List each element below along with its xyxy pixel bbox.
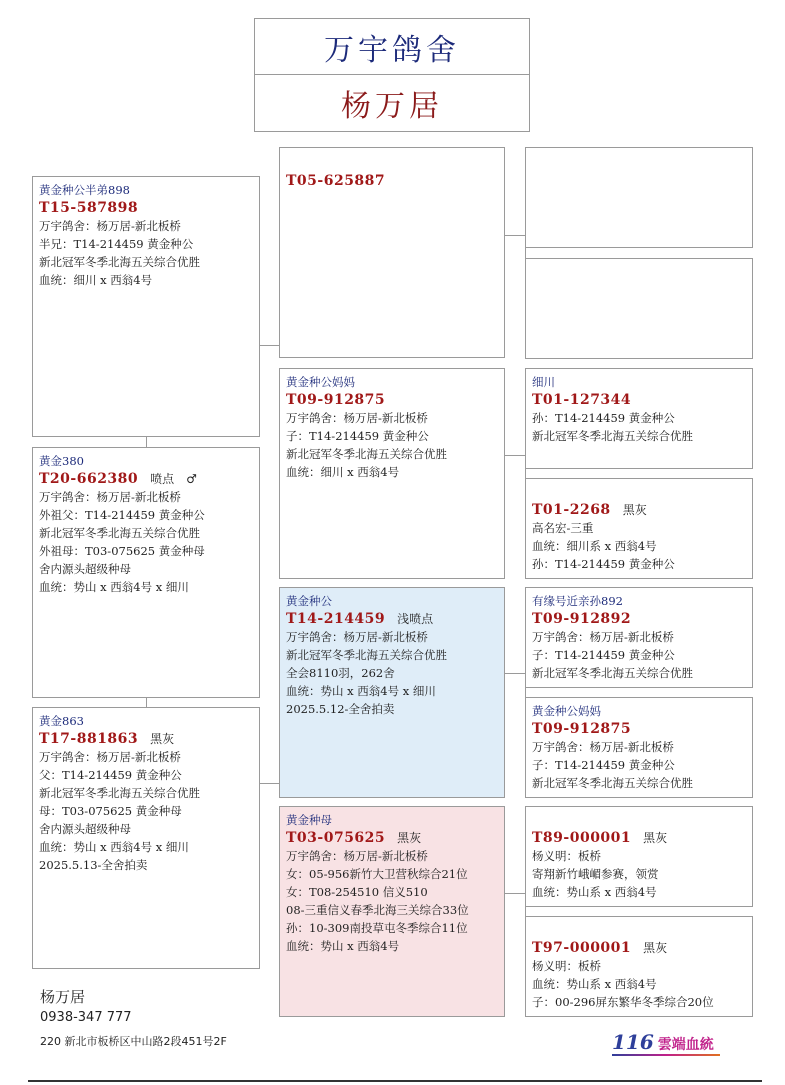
ring-number: T17-881863 xyxy=(39,731,139,747)
connector-line xyxy=(146,436,147,447)
connector-line xyxy=(504,893,525,894)
ring-number: T14-214459 xyxy=(286,611,386,627)
connector-line xyxy=(259,783,279,784)
logo-underline xyxy=(612,1054,720,1056)
color-tag: 黑灰 xyxy=(643,831,668,845)
card-line: 万宇鸽舍：杨万居-新北板桥 xyxy=(286,630,428,644)
card-label: 黄金种公妈妈 xyxy=(532,704,601,718)
sibling-card-380[interactable] xyxy=(32,447,260,698)
card-line: 半兄：T14-214459 黄金种公 xyxy=(39,237,194,251)
card-line: 子：T14-214459 黄金种公 xyxy=(286,429,429,443)
grandparent-card-127344[interactable] xyxy=(525,368,753,469)
card-line: 新北冠军冬季北海五关综合优胜 xyxy=(39,786,200,800)
card-line: 新北冠军冬季北海五关综合优胜 xyxy=(286,447,447,461)
color-tag: 黑灰 xyxy=(622,503,647,517)
footer-address: 220 新北市板桥区中山路2段451号2F xyxy=(40,1035,227,1048)
card-line: 全会8110羽，262舍 xyxy=(286,666,395,680)
card-line: 子：T14-214459 黄金种公 xyxy=(532,648,675,662)
card-line: 外祖母：T03-075625 黄金种母 xyxy=(39,544,205,558)
card-line: 新北冠军冬季北海五关综合优胜 xyxy=(39,526,200,540)
card-line: 高名宏-三重 xyxy=(532,521,594,535)
card-line: 血统：势山 x 西翁4号 x 细川 xyxy=(286,684,436,698)
ring-number: T20-662380 xyxy=(39,471,139,487)
card-line: 万宇鸽舍：杨万居-新北板桥 xyxy=(286,849,428,863)
card-line: 血统：细川 x 西翁4号 xyxy=(286,465,400,479)
connector-line xyxy=(504,673,525,674)
card-line: 万宇鸽舍：杨万居-新北板桥 xyxy=(39,219,181,233)
card-line: 杨义明：板桥 xyxy=(532,959,601,973)
card-line: 血统：势山 x 西翁4号 x 细川 xyxy=(39,580,189,594)
color-tag: 喷点 ♂ xyxy=(150,472,197,486)
ring-number: T89-000001 xyxy=(532,830,632,846)
card-line: 舍内源头超级种母 xyxy=(39,822,131,836)
card-label: 黄金种公 xyxy=(286,594,332,608)
card-line: 子：T14-214459 黄金种公 xyxy=(532,758,675,772)
card-label: 有缘号近亲孙892 xyxy=(532,594,623,608)
card-line: 母：T03-075625 黄金种母 xyxy=(39,804,182,818)
card-line: 万宇鸽舍：杨万居-新北板桥 xyxy=(532,630,674,644)
card-line: 万宇鸽舍：杨万居-新北板桥 xyxy=(39,750,181,764)
card-line: 孙：10-309南投草屯冬季综合11位 xyxy=(286,921,468,935)
grandparent-card-892[interactable] xyxy=(525,587,753,688)
card-line: 孙：T14-214459 黄金种公 xyxy=(532,411,675,425)
card-line: 血统：细川 x 西翁4号 xyxy=(39,273,153,287)
ring-number: T03-075625 xyxy=(286,830,386,846)
grandparent-card-t97[interactable] xyxy=(525,916,753,1017)
empty-card[interactable] xyxy=(525,147,753,248)
connector-line xyxy=(504,235,525,236)
card-label: 黄金380 xyxy=(39,454,84,468)
card-line: 女：T08-254510 信义510 xyxy=(286,885,428,899)
ring-number: T97-000001 xyxy=(532,940,632,956)
card-line: 新北冠军冬季北海五关综合优胜 xyxy=(286,648,447,662)
card-line: 血统：势山系 x 西翁4号 xyxy=(532,885,657,899)
brand-logo xyxy=(612,1030,714,1054)
empty-card[interactable] xyxy=(525,258,753,359)
card-line: 新北冠军冬季北海五关综合优胜 xyxy=(532,666,693,680)
subject-card[interactable] xyxy=(279,587,505,798)
ring-number: T01-127344 xyxy=(532,392,632,408)
card-line: 外祖父：T14-214459 黄金种公 xyxy=(39,508,205,522)
card-line: 血统：势山系 x 西翁4号 xyxy=(532,977,657,991)
ring-number: T09-912875 xyxy=(286,392,386,408)
owner-title: 杨万居 xyxy=(254,74,530,132)
card-line: 2025.5.13-全舍拍卖 xyxy=(39,858,148,872)
logo-number: 116 xyxy=(612,1030,654,1054)
card-label: 黄金种母 xyxy=(286,813,332,827)
connector-line xyxy=(146,697,147,707)
dam-card[interactable] xyxy=(279,806,505,1017)
card-line: 血统：势山 x 西翁4号 x 细川 xyxy=(39,840,189,854)
dam-top-card[interactable] xyxy=(279,368,505,579)
card-line: 父：T14-214459 黄金种公 xyxy=(39,768,182,782)
footer-phone: 0938-347 777 xyxy=(40,1010,132,1025)
card-label: 黄金种公半弟898 xyxy=(39,183,130,197)
connector-line xyxy=(504,455,525,456)
loft-title: 万宇鸽舍 xyxy=(254,18,530,75)
card-line: 万宇鸽舍：杨万居-新北板桥 xyxy=(286,411,428,425)
card-line: 孙：T14-214459 黄金种公 xyxy=(532,557,675,571)
color-tag: 浅喷点 xyxy=(397,612,434,626)
card-line: 舍内源头超级种母 xyxy=(39,562,131,576)
color-tag: 黑灰 xyxy=(397,831,422,845)
color-tag: 黑灰 xyxy=(643,941,668,955)
color-tag: 黑灰 xyxy=(150,732,175,746)
footer-name: 杨万居 xyxy=(40,988,86,1006)
card-label: 黄金863 xyxy=(39,714,84,728)
card-line: 万宇鸽舍：杨万居-新北板桥 xyxy=(39,490,181,504)
card-line: 女：05-956新竹大卫营秋综合21位 xyxy=(286,867,468,881)
card-line: 新北冠军冬季北海五关综合优胜 xyxy=(532,776,693,790)
card-line: 2025.5.12-全舍拍卖 xyxy=(286,702,395,716)
card-line: 血统：细川系 x 西翁4号 xyxy=(532,539,657,553)
card-line: 新北冠军冬季北海五关综合优胜 xyxy=(39,255,200,269)
ring-number: T15-587898 xyxy=(39,200,139,216)
card-label: 黄金种公妈妈 xyxy=(286,375,355,389)
bottom-divider xyxy=(28,1080,762,1082)
card-line: 新北冠军冬季北海五关综合优胜 xyxy=(532,429,693,443)
grandparent-card-t89[interactable] xyxy=(525,806,753,907)
logo-text: 雲端血統 xyxy=(657,1037,714,1053)
connector-line xyxy=(259,345,279,346)
ring-number: T05-625887 xyxy=(286,173,386,189)
card-line: 子：00-296屏东繁华冬季综合20位 xyxy=(532,995,714,1009)
sibling-card-898[interactable] xyxy=(32,176,260,437)
card-line: 血统：势山 x 西翁4号 xyxy=(286,939,400,953)
ring-number: T09-912875 xyxy=(532,721,632,737)
grandparent-card-2268[interactable] xyxy=(525,478,753,579)
card-label: 细川 xyxy=(532,375,555,389)
grandparent-card-875[interactable] xyxy=(525,697,753,798)
card-line: 杨义明：板桥 xyxy=(532,849,601,863)
card-line: 万宇鸽舍：杨万居-新北板桥 xyxy=(532,740,674,754)
sire-top-card[interactable] xyxy=(279,147,505,358)
card-line: 08-三重信义春季北海三关综合33位 xyxy=(286,903,469,917)
card-line: 寄翔新竹峨嵋参赛，领赏 xyxy=(532,867,659,881)
sibling-card-863[interactable] xyxy=(32,707,260,969)
ring-number: T01-2268 xyxy=(532,502,611,518)
ring-number: T09-912892 xyxy=(532,611,632,627)
